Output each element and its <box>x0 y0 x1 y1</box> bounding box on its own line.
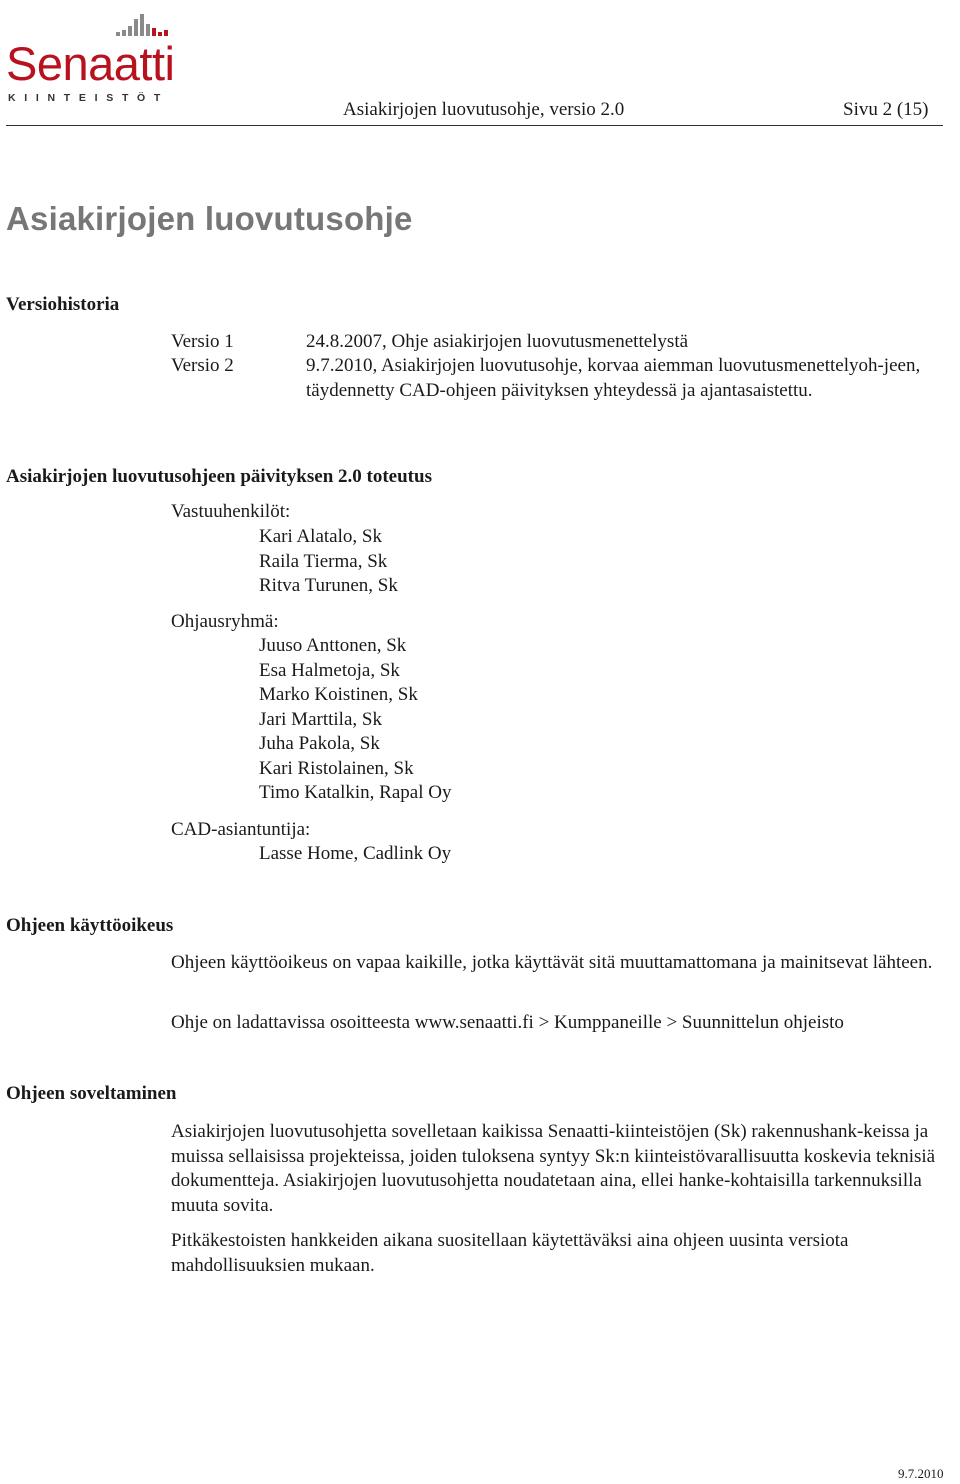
download-location-paragraph: Ohje on ladattavissa osoitteesta www.senaatti.fi > Kumppaneille > Suunnittelun ohjeisto <box>171 1012 844 1033</box>
list-item: Juha Pakola, Sk <box>259 733 380 754</box>
list-item: Marko Koistinen, Sk <box>259 684 418 705</box>
application-paragraph-2: Pitkäkestoisten hankkeiden aikana suositellaan käytettäväksi aina ohjeen uusinta versiota mahdollisuuksien mukaan. <box>171 1230 849 1276</box>
steering-group-list <box>259 634 451 806</box>
application-paragraph-1: Asiakirjojen luovutusohjetta sovelletaan kaikissa Senaatti-kiinteistöjen (Sk) rakennushank-keissa ja muissa sellaisissa projekteissa, joiden tuloksena syntyy Sk:n kiinteistövarallisuutta koskevia teknisiä dokumentteja. Asiakirjojen luovutusohjetta noudatetaan aina, ellei hanke-kohtaisilla tarkennuksilla muuta sovita. <box>171 1121 936 1216</box>
header-page-number: Sivu 2 (15) <box>843 99 929 120</box>
cad-expert-list <box>259 842 451 867</box>
application-heading: Ohjeen soveltaminen <box>6 1083 177 1104</box>
list-item: Esa Halmetoja, Sk <box>259 659 400 681</box>
responsible-list <box>259 525 398 599</box>
version-2-text: 9.7.2010, Asiakirjojen luovutusohje, korvaa aiemman luovutusmenettelyoh-jeen, täydennetty CAD-ohjeen päivityksen yhteydessä ja ajantasaistettu. <box>306 355 921 401</box>
header-title: Asiakirjojen luovutusohje, versio 2.0 <box>343 99 625 120</box>
logo-subtitle: KIINTEISTÖT <box>8 92 170 104</box>
header-divider <box>6 125 943 126</box>
list-item: Juuso Anttonen, Sk <box>259 635 407 656</box>
version-2-label: Versio 2 <box>171 355 234 376</box>
usage-rights-paragraph: Ohjeen käyttöoikeus on vapaa kaikille, jotka käyttävät sitä muuttamattomana ja mainitsevat lähteen. <box>171 952 933 973</box>
version-1-text: 24.8.2007, Ohje asiakirjojen luovutusmenettelystä <box>306 331 689 352</box>
document-title: Asiakirjojen luovutusohje <box>6 200 413 237</box>
list-item: Kari Alatalo, Sk <box>259 526 382 547</box>
list-item: Ritva Turunen, Sk <box>259 575 398 596</box>
steering-group-label: Ohjausryhmä: <box>171 611 279 632</box>
version-history-heading: Versiohistoria <box>6 294 120 315</box>
logo-wordmark: Senaatti <box>6 37 175 90</box>
usage-rights-heading: Ohjeen käyttöoikeus <box>6 915 174 936</box>
list-item: Jari Marttila, Sk <box>259 708 382 730</box>
version-1-label: Versio 1 <box>171 331 234 352</box>
list-item: Kari Ristolainen, Sk <box>259 757 414 779</box>
cad-expert-label: CAD-asiantuntija: <box>171 819 311 840</box>
list-item: Timo Katalkin, Rapal Oy <box>259 782 452 803</box>
footer-date: 9.7.2010 <box>898 1466 944 1481</box>
list-item: Raila Tierma, Sk <box>259 550 388 572</box>
update-heading: Asiakirjojen luovutusohjeen päivityksen 2.0 toteutus <box>6 466 432 487</box>
responsible-label: Vastuuhenkilöt: <box>171 501 291 522</box>
list-item: Lasse Home, Cadlink Oy <box>259 843 452 864</box>
